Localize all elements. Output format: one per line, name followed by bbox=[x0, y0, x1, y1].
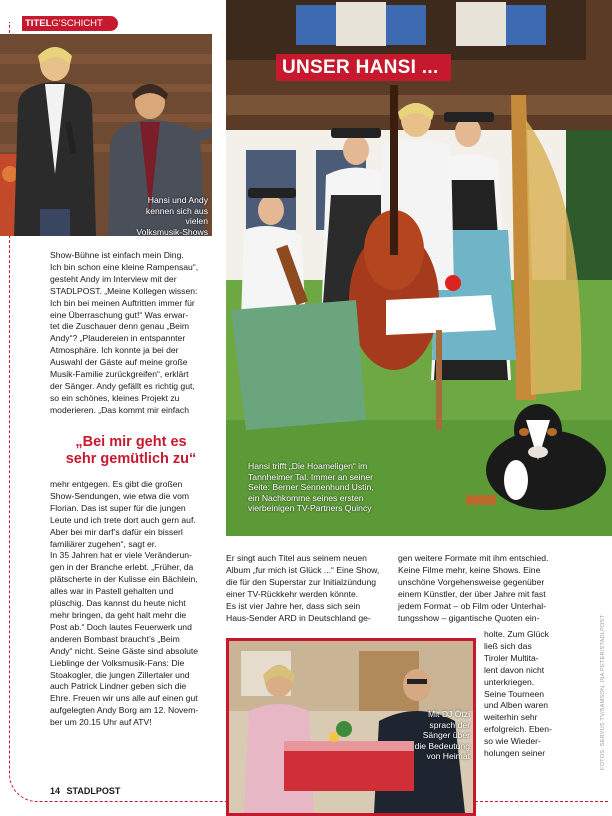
page-number: 14 bbox=[50, 786, 61, 796]
section-tag bbox=[22, 16, 118, 31]
article-column2: Er singt auch Titel aus seinem neuen Album „fur mich ist Glück ...“ Eine Show, die für den Superstar zur Initialzündung einer TV-Rückkehr werden könnte. Es ist vier Jahre her, dass sich sein Haus-Sender ARD in Deutschland ge- bbox=[226, 553, 380, 623]
headline-banner bbox=[276, 54, 451, 81]
caption-top-left: Hansi und Andy kennen sich aus vielen Volksmusik-Shows bbox=[136, 195, 208, 237]
article-column3-top: gen weitere Formate mit ihm entschied. Keine Filme mehr, keine Shows. Eine unschöne Vorgehensweise gegenüber einem Künstler, der über Jahre mit fast jedem Format – ob Film oder Unterhal- tungsshow – gigantische Quoten ein- bbox=[398, 553, 549, 623]
pull-quote: „Bei mir geht es sehr gemütlich zu“ bbox=[65, 434, 197, 467]
section-tag-rest: G'SCHICHT bbox=[51, 18, 103, 29]
footer bbox=[50, 786, 120, 796]
article-column3-bottom: holte. Zum Glück ließ sich das Tiroler Multita- lent davon nicht unterkriegen. Seine Tourneen und Alben waren weiterhin sehr erfolgreich. Eben- so wie Wieder- holungen seiner bbox=[484, 629, 552, 759]
headline-text: UNSER HANSI ... bbox=[282, 57, 439, 78]
photo-credit bbox=[600, 615, 606, 770]
photo-credit-text: FOTOS: SERVUS TV/SAMSON, INA PETER/STADLPOST bbox=[600, 614, 606, 770]
section-tag-prefix: TITEL bbox=[25, 18, 52, 29]
article-column1-bottom: mehr entgegen. Es gibt die großen Show-Sendungen, wie etwa die vom Florian. Das ist super für die jungen Leute und ich trete dort auch gern auf. Aber bei mir darf’s dafür ein bisserl familiärer zugehen“, sagt er. In 35 Jahren hat er viele Veränderun- gen in der Branche erlebt. „Früher, da plätscherte in der Kulisse ein Bächlein, alles war in Pastell gehalten und plüschig. Das kannst du heute nicht mehr bringen, da geht halt mehr die Post ab.“ Doch lautes Feuerwerk und anderen Bombast braucht’s „Beim Andy“ nicht. Seine Gäste sind absolute Lieblinge der Volksmusik-Fans: Die Stoakogler, die jungen Zillertaler und auch Patrick Lindner geben sich die Ehre. Freuen wir uns alle auf einen gut aufgelegten Andy Borg am 12. Novem- ber um 20.15 Uhr auf ATV! bbox=[50, 479, 199, 728]
caption-main-photo: Hansi trifft „Die Hoameligen“ im Tannheimer Tal. Immer an seiner Seite: Berner Sennenhund Ustin, ein Nachkomme seines ersten vierbeinigen TV-Partners Quincy bbox=[248, 461, 374, 514]
caption-bottom-photo: Mit DJ Ötzi sprach der Sänger über die Bedeutung von Heimat bbox=[414, 709, 470, 762]
magazine-name: STADLPOST bbox=[66, 786, 121, 796]
article-column1-top: Show-Bühne ist einfach mein Ding. Ich bin schon eine kleine Rampensau“, gesteht Andy im Interview mit der STADLPOST. „Meine Kollegen wissen: Ich bin bei meinen Auftritten immer für eine Überraschung gut!“ Was erwar- tet die Zuschauer denn genau „Beim Andy“? „Plaudereien in entspannter Atmosphäre. Ich konnte ja bei der Auswahl der Gäste auf meine große Musik-Familie zurückgreifen“, erklärt der Sänger. Andy gefällt es richtig gut, so ein schönes, kleines Projekt zu moderieren. „Das kommt mir einfach bbox=[50, 250, 199, 415]
